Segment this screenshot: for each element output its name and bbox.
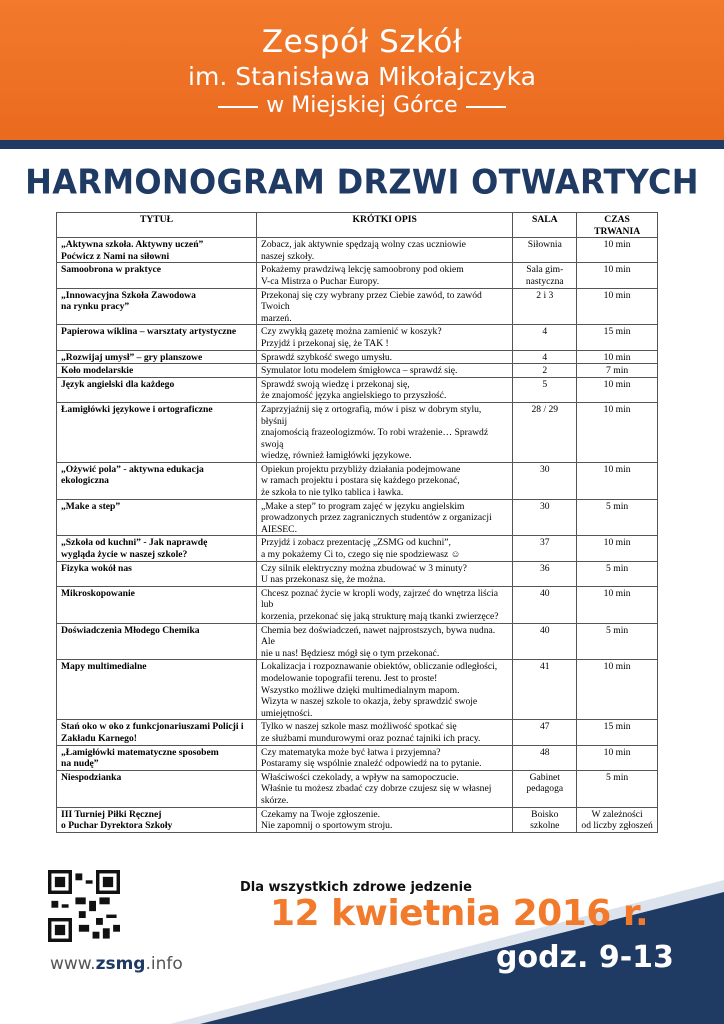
row-room xyxy=(513,586,577,623)
school-name: Zespół Szkół xyxy=(261,24,463,60)
row-description-text: Sprawdź swoją wiedzę i przekonaj się, że znajomość języka angielskiego to przyszłość. xyxy=(260,378,447,402)
table-row xyxy=(57,720,658,745)
table-row xyxy=(57,561,658,586)
row-description xyxy=(256,586,512,623)
table-row xyxy=(57,350,658,364)
row-title xyxy=(57,402,257,462)
row-duration-text: 10 min xyxy=(603,537,631,549)
row-duration xyxy=(577,623,658,660)
table-row xyxy=(57,364,658,378)
row-title xyxy=(57,745,257,770)
row-description xyxy=(256,720,512,745)
row-title xyxy=(57,770,257,807)
row-duration-text: 10 min xyxy=(603,378,631,390)
row-room-text: 5 xyxy=(542,378,548,390)
row-title xyxy=(57,807,257,832)
row-title-text: „Szkoła od kuchni” - Jak naprawdę wygląda życie w naszej szkole? xyxy=(61,537,208,561)
table-row xyxy=(57,377,658,402)
row-title xyxy=(57,350,257,364)
row-description xyxy=(256,807,512,832)
table-row xyxy=(57,462,658,499)
row-description xyxy=(256,536,512,561)
row-title-text: „Łamigłówki matematyczne sposobem na nudę” xyxy=(61,746,219,770)
row-title-text: „Aktywna szkoła. Aktywny uczeń” Poćwicz z Nami na siłowni xyxy=(61,239,204,262)
row-description xyxy=(256,288,512,325)
col-header-title: TYTUŁ xyxy=(57,213,257,238)
row-duration xyxy=(577,288,658,325)
row-title-text: Koło modelarskie xyxy=(61,365,134,377)
row-duration-text: 10 min xyxy=(603,463,631,475)
page-title: HARMONOGRAM DRZWI OTWARTYCH xyxy=(25,162,699,202)
row-title xyxy=(57,499,257,536)
row-title-text: Niespodzianka xyxy=(61,771,122,783)
table-row xyxy=(57,536,658,561)
row-room xyxy=(513,536,577,561)
row-description-text: Chcesz poznać życie w kropli wody, zajrzeć do wnętrza liścia lub korzenia, przekonać się jaką strukturę mają tkanki zwierzęce? xyxy=(260,587,499,622)
row-title-text: Język angielski dla każdego xyxy=(61,378,175,390)
row-duration-text: 10 min xyxy=(603,746,631,758)
row-title-text: Samoobrona w praktyce xyxy=(61,264,162,276)
row-title-text: Łamigłówki językowe i ortograficzne xyxy=(61,403,213,415)
row-title xyxy=(57,462,257,499)
row-title xyxy=(57,377,257,402)
col-header-room: SALA xyxy=(513,213,577,238)
row-duration xyxy=(577,807,658,832)
row-title-text: Fizyka wokół nas xyxy=(61,562,132,574)
row-title xyxy=(57,720,257,745)
row-description xyxy=(256,660,512,720)
row-description xyxy=(256,561,512,586)
row-duration-text: 5 min xyxy=(606,562,629,574)
row-room xyxy=(513,807,577,832)
row-room xyxy=(513,561,577,586)
row-room-text: 4 xyxy=(542,326,548,338)
row-description xyxy=(256,623,512,660)
table-row xyxy=(57,745,658,770)
header-rule-right xyxy=(466,106,506,108)
row-description-text: Czy zwykłą gazetę można zamienić w koszyk? Przyjdź i przekonaj się, że TAK ! xyxy=(260,326,442,349)
row-room xyxy=(513,745,577,770)
row-duration xyxy=(577,325,658,350)
row-title xyxy=(57,325,257,350)
row-duration xyxy=(577,660,658,720)
row-title-text: „Innowacyjna Szkoła Zawodowa na rynku pracy” xyxy=(61,289,196,313)
row-description xyxy=(256,499,512,536)
school-town: w Miejskiej Górce xyxy=(266,93,458,118)
row-room-text: 40 xyxy=(539,587,550,599)
row-title xyxy=(57,238,257,263)
row-room xyxy=(513,263,577,288)
row-title xyxy=(57,288,257,325)
row-duration-text: 10 min xyxy=(603,403,631,415)
website-link[interactable]: www.zsmg.info xyxy=(50,954,183,974)
table-header-row xyxy=(57,213,658,238)
row-duration xyxy=(577,499,658,536)
row-title xyxy=(57,536,257,561)
row-duration xyxy=(577,238,658,263)
schedule-body xyxy=(57,238,658,833)
table-row xyxy=(57,499,658,536)
row-room-text: 30 xyxy=(539,463,550,475)
qr-code[interactable] xyxy=(48,870,120,942)
row-room-text: 41 xyxy=(539,661,550,673)
row-description xyxy=(256,377,512,402)
row-room xyxy=(513,238,577,263)
event-hours: godz. 9-13 xyxy=(496,940,674,975)
row-room-text: Gabinet pedagoga xyxy=(526,771,564,795)
row-title-text: „Make a step” xyxy=(61,500,121,512)
row-title xyxy=(57,660,257,720)
row-duration xyxy=(577,745,658,770)
row-room xyxy=(513,660,577,720)
row-room-text: 28 / 29 xyxy=(531,403,559,415)
row-duration xyxy=(577,350,658,364)
row-room-text: 2 i 3 xyxy=(536,289,554,301)
row-duration-text: 10 min xyxy=(603,289,631,301)
row-room xyxy=(513,364,577,378)
row-room xyxy=(513,377,577,402)
row-room xyxy=(513,720,577,745)
row-room-text: Sala gim- nastyczna xyxy=(525,264,564,287)
row-room-text: 37 xyxy=(539,537,550,549)
row-room xyxy=(513,350,577,364)
row-duration xyxy=(577,377,658,402)
schedule-table xyxy=(56,212,658,833)
food-tagline: Dla wszystkich zdrowe jedzenie xyxy=(240,880,472,895)
row-title-text: III Turniej Piłki Ręcznej o Puchar Dyrektora Szkoły xyxy=(61,808,173,832)
table-row xyxy=(57,586,658,623)
row-duration xyxy=(577,720,658,745)
row-room xyxy=(513,770,577,807)
row-duration-text: 10 min xyxy=(603,264,631,276)
table-row xyxy=(57,770,658,807)
row-description xyxy=(256,462,512,499)
row-description-text: Tylko w naszej szkole masz możliwość spotkać się ze służbami mundurowymi oraz poznać tajniki ich pracy. xyxy=(260,721,481,744)
row-room-text: Siłownia xyxy=(527,239,562,251)
row-room-text: 2 xyxy=(542,365,548,377)
col-header-desc: KRÓTKI OPIS xyxy=(256,213,512,238)
row-description-text: Pokażemy prawdziwą lekcję samoobrony pod okiem V-ca Mistrza o Puchar Europy. xyxy=(260,264,464,287)
row-duration xyxy=(577,770,658,807)
row-description xyxy=(256,325,512,350)
row-description-text: Właściwości czekolady, a wpływ na samopoczucie. Właśnie tu możesz zbadać czy dobrze czujesz się w własnej skórze. xyxy=(260,771,492,806)
row-description xyxy=(256,402,512,462)
row-description-text: Przekonaj się czy wybrany przez Ciebie zawód, to zawód Twoich marzeń. xyxy=(260,289,482,324)
row-duration-text: 5 min xyxy=(606,771,629,783)
row-description-text: Zaprzyjaźnij się z ortografią, mów i pisz w dobrym stylu, błyśnij znajomością frazeologizmów. To robi wrażenie… Sprawdź swoją wiedzę, również łamigłówki językowe. xyxy=(260,403,489,462)
row-room-text: Boisko szkolne xyxy=(530,808,560,832)
row-description xyxy=(256,238,512,263)
table-row xyxy=(57,263,658,288)
row-title-text: Papierowa wiklina – warsztaty artystyczne xyxy=(61,326,237,338)
row-duration-text: 15 min xyxy=(603,721,631,733)
row-title-text: Mapy multimedialne xyxy=(61,661,147,673)
row-duration xyxy=(577,561,658,586)
row-room-text: 47 xyxy=(539,721,550,733)
row-duration xyxy=(577,462,658,499)
row-description-text: Lokalizacja i rozpoznawanie obiektów, obliczanie odległości, modelowanie topografii terenu. Jest to proste! Wszystko możliwe dzięki multimedialnym mapom. Wizyta w naszej szkole to okazja, żeby sprawdzić swoje umiejętności. xyxy=(260,661,498,719)
row-description-text: „Make a step” to program zajęć w języku angielskim prowadzonych przez zagranicznych studentów z organizacji AIESEC. xyxy=(260,500,492,535)
row-description-text: Przyjdź i zobacz prezentację „ZSMG od kuchni”, a my pokażemy Ci to, czego się nie spodziewasz ☺ xyxy=(260,537,461,561)
header-stripe xyxy=(0,140,724,149)
table-row xyxy=(57,288,658,325)
row-duration-text: 10 min xyxy=(603,587,631,599)
row-room xyxy=(513,623,577,660)
row-room xyxy=(513,288,577,325)
row-duration-text: 5 min xyxy=(606,624,629,636)
row-description-text: Zobacz, jak aktywnie spędzają wolny czas uczniowie naszej szkoły. xyxy=(260,239,466,262)
row-title xyxy=(57,263,257,288)
table-row xyxy=(57,623,658,660)
row-title xyxy=(57,623,257,660)
row-duration xyxy=(577,364,658,378)
row-title-text: Doświadczenia Młodego Chemika xyxy=(61,624,200,636)
row-room-text: 30 xyxy=(539,500,550,512)
row-duration-text: W zależności od liczby zgłoszeń xyxy=(581,808,653,832)
row-description xyxy=(256,364,512,378)
table-row xyxy=(57,238,658,263)
table-row xyxy=(57,325,658,350)
event-date: 12 kwietnia 2016 r. xyxy=(270,893,649,934)
row-description-text: Czy silnik elektryczny można zbudować w 3 minuty? U nas przekonasz się, że można. xyxy=(260,562,467,586)
row-duration xyxy=(577,402,658,462)
row-title-text: Stań oko w oko z funkcjonariuszami Policji i Zakładu Karnego! xyxy=(61,721,244,744)
row-room xyxy=(513,462,577,499)
row-room xyxy=(513,402,577,462)
row-room xyxy=(513,325,577,350)
row-description xyxy=(256,770,512,807)
row-duration-text: 10 min xyxy=(603,351,631,363)
row-room-text: 4 xyxy=(542,351,548,363)
row-duration xyxy=(577,536,658,561)
table-row xyxy=(57,660,658,720)
row-duration xyxy=(577,586,658,623)
row-description-text: Sprawdź szybkość swego umysłu. xyxy=(260,351,393,363)
row-title-text: „Rozwijaj umysł” – gry planszowe xyxy=(61,351,203,363)
row-duration-text: 10 min xyxy=(603,239,631,251)
row-room xyxy=(513,499,577,536)
row-description-text: Opiekun projektu przybliży działania podejmowane w ramach projektu i postara się każdego przekonać, że szkoła to nie tylko tablica i ławka. xyxy=(260,463,461,499)
row-duration xyxy=(577,263,658,288)
row-description xyxy=(256,263,512,288)
school-patron: im. Stanisława Mikołajczyka xyxy=(188,62,536,91)
row-duration-text: 10 min xyxy=(603,661,631,673)
row-description-text: Chemia bez doświadczeń, nawet najprostszych, bywa nudna. Ale nie u nas! Będziesz mógł się o tym przekonać. xyxy=(260,624,496,659)
col-header-duration: CZAS TRWANIA xyxy=(577,213,658,238)
row-description xyxy=(256,745,512,770)
row-duration-text: 5 min xyxy=(606,500,629,512)
row-description-text: Symulator lotu modelem śmigłowca – sprawdź się. xyxy=(260,365,458,377)
row-duration-text: 7 min xyxy=(606,365,629,377)
table-row xyxy=(57,402,658,462)
row-title-text: Mikroskopowanie xyxy=(61,587,135,599)
row-title xyxy=(57,561,257,586)
table-row xyxy=(57,807,658,832)
row-duration-text: 15 min xyxy=(603,326,631,338)
row-title xyxy=(57,364,257,378)
row-title xyxy=(57,586,257,623)
row-description-text: Czy matematyka może być łatwa i przyjemna? Postaramy się wspólnie znaleźć odpowiedź na to pytanie. xyxy=(260,746,482,770)
row-description xyxy=(256,350,512,364)
row-description-text: Czekamy na Twoje zgłoszenie. Nie zapomnij o sportowym stroju. xyxy=(260,808,393,832)
row-title-text: „Ożywić pola” - aktywna edukacja ekologiczna xyxy=(61,463,204,487)
row-room-text: 40 xyxy=(539,624,550,636)
row-room-text: 48 xyxy=(539,746,550,758)
row-room-text: 36 xyxy=(539,562,550,574)
